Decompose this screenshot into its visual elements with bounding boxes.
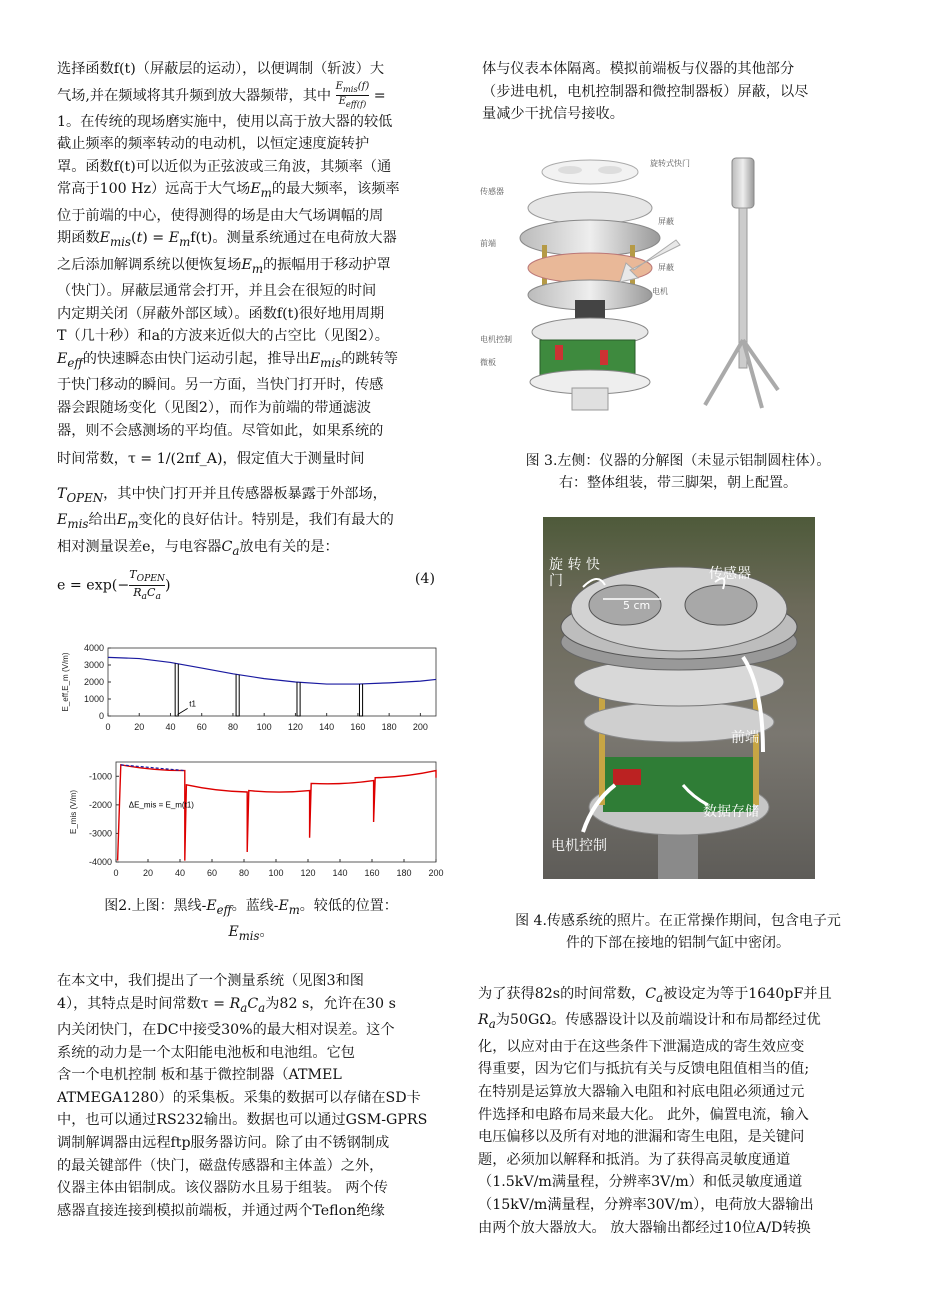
text-line: 中，也可以通过RS232输出。数据也可以通过GSM-GPRS [57, 1112, 428, 1129]
shutter-disk [542, 160, 638, 184]
x-tick-label: 80 [227, 722, 238, 732]
annotation-arrow [178, 708, 188, 714]
text-line: 4），其特点是时间常数$\tau = R_aC_a$为82 s，允许在30 s [57, 995, 396, 1015]
figure-3-caption [478, 450, 878, 494]
text-line: 仪器主体由铝制成。该仪器防水且易于组装。 两个传 [57, 1180, 388, 1197]
text-line: 选择函数f(t)（屏蔽层的运动），以便调制（斩波）大 [57, 61, 385, 77]
text-line: 期函数$E_{mis}(t) = E_mf(t)$。测量系统通过在电荷放大器 [57, 230, 397, 250]
series-eeff-dip [359, 684, 362, 716]
caption-line: 图 4.传感系统的照片。在正常操作期间，包含电子元 [515, 913, 841, 929]
y-tick-label: 2000 [83, 677, 104, 687]
x-tick-label: 40 [165, 722, 176, 732]
x-tick-label: 80 [238, 868, 250, 878]
text-line: 位于前端的中心，使得测得的场是由大气场调幅的周 [57, 207, 384, 224]
text-line: 内关闭快门，在DC中接受30%的最大相对误差。这个 [57, 1022, 395, 1039]
caption-line: 件的下部在接地的铝制气缸中密闭。 [566, 935, 790, 951]
text-line: ATMEGA1280）的采集板。采集的数据可以存储在SD卡 [57, 1089, 421, 1106]
text-line: （步进电机，电机控制器和微控制器板）屏蔽，以尽 [482, 83, 809, 100]
x-tick-label: 60 [196, 722, 207, 732]
y-axis-label: E_eff,E_m (V/m) [61, 652, 70, 712]
x-tick-label: 180 [396, 868, 412, 878]
text-line: 器会跟随场变化（见图2），而作为前端的带通滤波 [57, 400, 372, 417]
photo-label-storage: 数据存储 [703, 804, 759, 820]
figure-2-chart [50, 640, 450, 890]
x-tick-label: 0 [113, 868, 119, 878]
text-line: 体与仪表本体隔离。模拟前端板与仪器的其他部分 [482, 61, 795, 77]
text-line: 之后添加解调系统以便恢复场$E_m$的振幅用于移动护罩 [57, 256, 391, 276]
label-shield-2: 屏蔽 [658, 263, 674, 272]
x-tick-label: 120 [287, 722, 303, 732]
text-line: 时间常数，τ = 1/(2πf_A)，假定值大于测量时间 [57, 451, 365, 468]
label-shield: 屏蔽 [658, 217, 674, 226]
x-tick-label: 120 [300, 868, 316, 878]
y-tick-label: -3000 [88, 828, 112, 839]
label-shutter: 旋转式快门 [650, 159, 690, 168]
text-line: 截止频率的频率转动的电动机，以恒定速度旋转护 [57, 136, 370, 153]
x-tick-label: 160 [364, 868, 380, 878]
text-line: 得重要，因为它们与抵抗有关与反馈电阻值相当的值; [478, 1061, 810, 1078]
paragraph-3 [57, 970, 445, 1222]
photo-label-motor-control: 电机控制 [551, 838, 607, 854]
y-tick-label: 3000 [83, 660, 104, 670]
text-line: 件选择和电路布局来最大化。 此外，偏置电流，输入 [478, 1106, 809, 1123]
text-line: （快门）。屏蔽层通常会打开，并且会在很短的时间 [57, 283, 377, 300]
figure-3-exploded-view [480, 150, 780, 420]
y-tick-label: 0 [98, 711, 104, 721]
series-eeff-dip [175, 663, 178, 716]
text-line: $T_{OPEN}$，其中快门打开并且传感器板暴露于外部场， [57, 485, 387, 505]
text-line: T（几十秒）和a的方波来近似大的占空比（见图2）。 [57, 328, 389, 345]
series-eeff-dip [236, 674, 239, 716]
photo-label-shutter: 旋 转 快 门 [549, 557, 600, 589]
equation-4: e = exp(− $T_{OPEN}$ $R_aC_a$ ) (4) [57, 568, 435, 603]
plot-frame [108, 648, 436, 716]
text-line: $E_{eff}$的快速瞬态由快门运动引起，推导出$E_{mis}$的跳转等 [57, 351, 398, 370]
figure-2-caption [57, 895, 445, 947]
text-line: 相对测量误差e，与电容器$C_a$放电有关的是： [57, 538, 339, 558]
text-line: 于快门移动的瞬间。另一方面，当快门打开时，传感 [57, 377, 384, 394]
text-line: 1。在传统的现场磨实施中，使用以高于放大器的较低 [57, 113, 393, 130]
shield-disk [520, 220, 660, 256]
y-tick-label: -2000 [88, 799, 112, 810]
text-line: 器，则不会感测场的平均值。尽管如此，如果系统的 [57, 422, 384, 439]
x-tick-label: 180 [381, 722, 397, 732]
x-tick-label: 20 [142, 868, 154, 878]
text-line: $E_{mis}$给出$E_m$变化的良好估计。特别是，我们有最大的 [57, 512, 394, 532]
right-paragraph-2 [478, 983, 870, 1239]
y-tick-label: -4000 [88, 857, 112, 867]
text-line: 内定期关闭（屏蔽外部区域）。函数f(t)很好地用周期 [57, 305, 385, 322]
series-emis-line [118, 765, 436, 861]
figure-4-photo [543, 517, 815, 879]
chart-top [61, 643, 436, 732]
text-line: 调制解调器由远程ftp服务器访问。除了由不锈钢制成 [57, 1134, 390, 1151]
text-line: 系统的动力是一个太阳能电池板和电池组。它包 [57, 1044, 355, 1061]
text-line: 的最关键部件（快门，磁盘传感器和主体盖）之外， [57, 1157, 384, 1174]
ratio-fraction: $E_{mis}(f)$ $E_{eff(f)}$ [335, 81, 370, 110]
text-line: 气场,并在频域将其升频到放大器频带，其中 $E_{mis}(f)$ $E_{eff(f)}$ = [57, 81, 386, 110]
y-tick-label: -1000 [88, 771, 112, 782]
photo-label-sensor: 传感器 [709, 566, 751, 582]
caption-line: 图 3.左侧：仪器的分解图（未显示铝制圆柱体）。 [525, 453, 831, 469]
text-line: 电压偏移以及所有对地的泄漏和寄生电阻，是关键问 [478, 1129, 805, 1146]
left-column [57, 58, 445, 608]
annotation-t1: t1 [189, 699, 196, 709]
series-em-line [108, 657, 436, 684]
text-line: 含一个电机控制 板和基于微控制器（ATMEL [57, 1067, 342, 1084]
y-axis-label: E_mis (V/m) [69, 790, 78, 834]
label-motor-control: 电机控制 [480, 335, 512, 344]
photo-label-frontend: 前端 [731, 730, 759, 746]
caption-line: $E_{mis}$。 [228, 923, 274, 943]
caption-line: 图2.上图：黑线$-E_{eff}$。蓝线$-E_m$。较低的位置： [104, 898, 398, 917]
x-tick-label: 100 [256, 722, 272, 732]
x-tick-label: 140 [332, 868, 348, 878]
text-line: 常高于100 Hz）远高于大气场$E_m$的最大频率，该频率 [57, 181, 400, 201]
series-eeff-dip [297, 682, 300, 716]
label-micro: 微板 [480, 358, 496, 367]
label-frontend: 前端 [480, 239, 496, 248]
assembled-instrument [732, 158, 754, 208]
x-tick-label: 200 [412, 722, 428, 732]
text-line: 罩。函数f(t)可以近似为正弦波或三角波，其频率（通 [57, 158, 392, 175]
text-line: 在本文中，我们提出了一个测量系统（见图3和图 [57, 973, 364, 989]
text-line: 由两个放大器放大。 放大器输出都经过10位A/D转换 [478, 1219, 811, 1236]
x-tick-label: 0 [105, 722, 111, 732]
sensor-disk [528, 192, 652, 224]
x-tick-label: 60 [206, 868, 218, 878]
x-tick-label: 20 [134, 722, 145, 732]
text-line: （1.5kV/m满量程，分辨率3V/m）和低灵敏度通道 [478, 1174, 803, 1191]
label-motor: 电机 [652, 287, 668, 296]
annotation-delta: ΔE_mis = E_m(t1) [128, 800, 194, 810]
text-line: （15kV/m满量程，分辨率30V/m），电荷放大器输出 [478, 1197, 814, 1213]
y-tick-label: 1000 [83, 694, 104, 704]
text-line: 感器直接连接到模拟前端板，并通过两个Teflon绝缘 [57, 1202, 385, 1219]
text-line: $R_a$为50GΩ。传感器设计以及前端设计和布局都经过优 [478, 1012, 821, 1032]
chart-bottom [69, 762, 444, 878]
x-tick-label: 140 [319, 722, 335, 732]
text-line: 化，以应对由于在这些条件下泄漏造成的寄生效应变 [478, 1038, 805, 1055]
x-tick-label: 100 [268, 868, 284, 878]
x-tick-label: 160 [350, 722, 366, 732]
text-line: 量减少干扰信号接收。 [482, 106, 624, 123]
paragraph-1 [57, 58, 445, 562]
right-paragraph-1 [482, 58, 870, 126]
x-tick-label: 200 [428, 868, 444, 878]
text-line: 在特别是运算放大器输入电阻和衬底电阻必须通过元 [478, 1084, 805, 1101]
figure-4-caption [478, 910, 878, 954]
text-line: 题，必须加以解释和抵消。为了获得高灵敏度通道 [478, 1151, 791, 1168]
text-line: 为了获得82s的时间常数，$C_a$被设定为等于1640pF并且 [478, 986, 832, 1005]
y-tick-label: 4000 [83, 643, 104, 653]
equation-number: (4) [414, 571, 435, 588]
caption-line: 右：整体组装，带三脚架，朝上配置。 [559, 475, 797, 491]
x-tick-label: 40 [174, 868, 186, 878]
photo-label-scale: 5 cm [623, 599, 651, 612]
label-sensor: 传感器 [480, 187, 504, 196]
